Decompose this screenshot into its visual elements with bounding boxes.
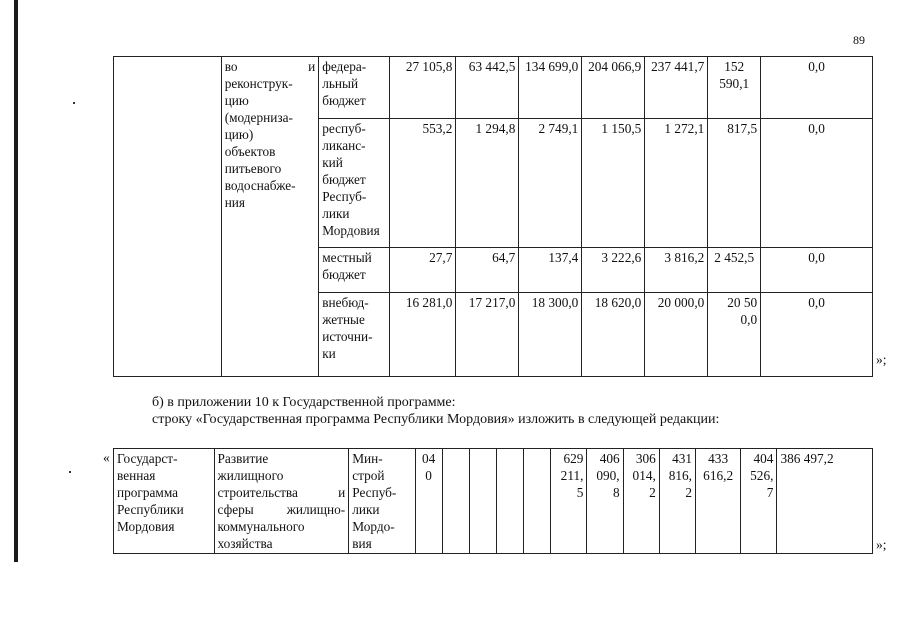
funding-source-cell: федера- льный бюджет xyxy=(319,57,390,119)
value-cell: 152 590,1 xyxy=(708,57,761,119)
value-cell: 17 217,0 xyxy=(456,293,519,377)
empty-cell xyxy=(469,449,496,554)
value-cell: 306 014, 2 xyxy=(623,449,659,554)
value-cell: 3 816,2 xyxy=(645,248,708,293)
measure-name-line: во и xyxy=(224,59,316,74)
value-cell: 20 50 0,0 xyxy=(708,293,761,377)
value-cell: 27 105,8 xyxy=(390,57,456,119)
program-title-line: Развитие xyxy=(217,451,269,466)
scan-speck xyxy=(73,102,75,104)
measure-name-cell xyxy=(221,57,319,377)
value-cell: 64,7 xyxy=(456,248,519,293)
value-cell: 431 816, 2 xyxy=(659,449,695,554)
closing-quote: »; xyxy=(876,537,887,552)
program-row-table xyxy=(113,448,873,554)
scan-speck xyxy=(69,471,71,473)
page-number: 89 xyxy=(853,33,865,47)
value-cell: 2 452,5 xyxy=(708,248,761,293)
value-cell: 2 749,1 xyxy=(519,119,582,248)
program-name-cell: Государст- венная программа Республики Мордовия xyxy=(114,449,215,554)
ministry-cell: Мин- строй Респуб- лики Мордо- вия xyxy=(349,449,415,554)
value-cell: 18 300,0 xyxy=(519,293,582,377)
value-cell: 27,7 xyxy=(390,248,456,293)
value-cell: 0,0 xyxy=(761,119,873,248)
table-row xyxy=(114,449,873,554)
value-cell: 0,0 xyxy=(761,248,873,293)
value-cell: 1 294,8 xyxy=(456,119,519,248)
value-cell: 137,4 xyxy=(519,248,582,293)
program-title-line: сферы жилищно- xyxy=(217,502,346,517)
code-cell: 04 0 xyxy=(415,449,442,554)
funding-source-cell: внебюд- жетные источни- ки xyxy=(319,293,390,377)
measure-name-line: (модерниза- xyxy=(224,110,293,125)
empty-cell xyxy=(442,449,469,554)
program-title-cell xyxy=(214,449,349,554)
program-title-line: жилищного xyxy=(217,468,284,483)
value-cell: 237 441,7 xyxy=(645,57,708,119)
value-cell: 386 497,2 xyxy=(777,449,873,554)
scan-edge-mark xyxy=(14,0,18,562)
measure-name-line: цию) xyxy=(224,127,254,142)
measure-name-line: цию xyxy=(224,93,249,108)
paragraph-row-instruction: строку «Государственная программа Республики Мордовия» изложить в следующей редакции: xyxy=(152,412,720,427)
value-cell: 16 281,0 xyxy=(390,293,456,377)
paragraph-b: б) в приложении 10 к Государственной программе: xyxy=(152,395,456,410)
funding-source-cell: местный бюджет xyxy=(319,248,390,293)
value-cell: 0,0 xyxy=(761,57,873,119)
value-cell: 134 699,0 xyxy=(519,57,582,119)
program-title-line: коммунального xyxy=(217,519,305,534)
value-cell: 18 620,0 xyxy=(582,293,645,377)
value-cell: 433 616,2 xyxy=(696,449,741,554)
funding-source-cell: респуб- ликанс- кий бюджет Респуб- лики Мордовия xyxy=(319,119,390,248)
value-cell: 0,0 xyxy=(761,293,873,377)
measure-name-line: ния xyxy=(224,195,246,210)
value-cell: 20 000,0 xyxy=(645,293,708,377)
measure-name-line: водоснабже- xyxy=(224,178,296,193)
closing-quote: »; xyxy=(876,352,887,367)
value-cell: 204 066,9 xyxy=(582,57,645,119)
value-cell: 404 526, 7 xyxy=(741,449,777,554)
empty-cell xyxy=(524,449,551,554)
funding-table-continuation xyxy=(113,56,873,377)
table-row xyxy=(114,57,873,119)
value-cell: 3 222,6 xyxy=(582,248,645,293)
value-cell: 406 090, 8 xyxy=(587,449,623,554)
value-cell: 63 442,5 xyxy=(456,57,519,119)
measure-name-line: питьевого xyxy=(224,161,282,176)
value-cell: 553,2 xyxy=(390,119,456,248)
value-cell: 1 272,1 xyxy=(645,119,708,248)
program-title-line: строительства и xyxy=(217,485,346,500)
measure-name-line: объектов xyxy=(224,144,276,159)
empty-cell xyxy=(496,449,523,554)
value-cell: 629 211, 5 xyxy=(551,449,587,554)
opening-quote: « xyxy=(103,450,110,465)
value-cell: 817,5 xyxy=(708,119,761,248)
value-cell: 1 150,5 xyxy=(582,119,645,248)
program-column-cell xyxy=(114,57,222,377)
measure-name-line: реконструк- xyxy=(224,76,293,91)
program-title-line: хозяйства xyxy=(217,536,273,551)
